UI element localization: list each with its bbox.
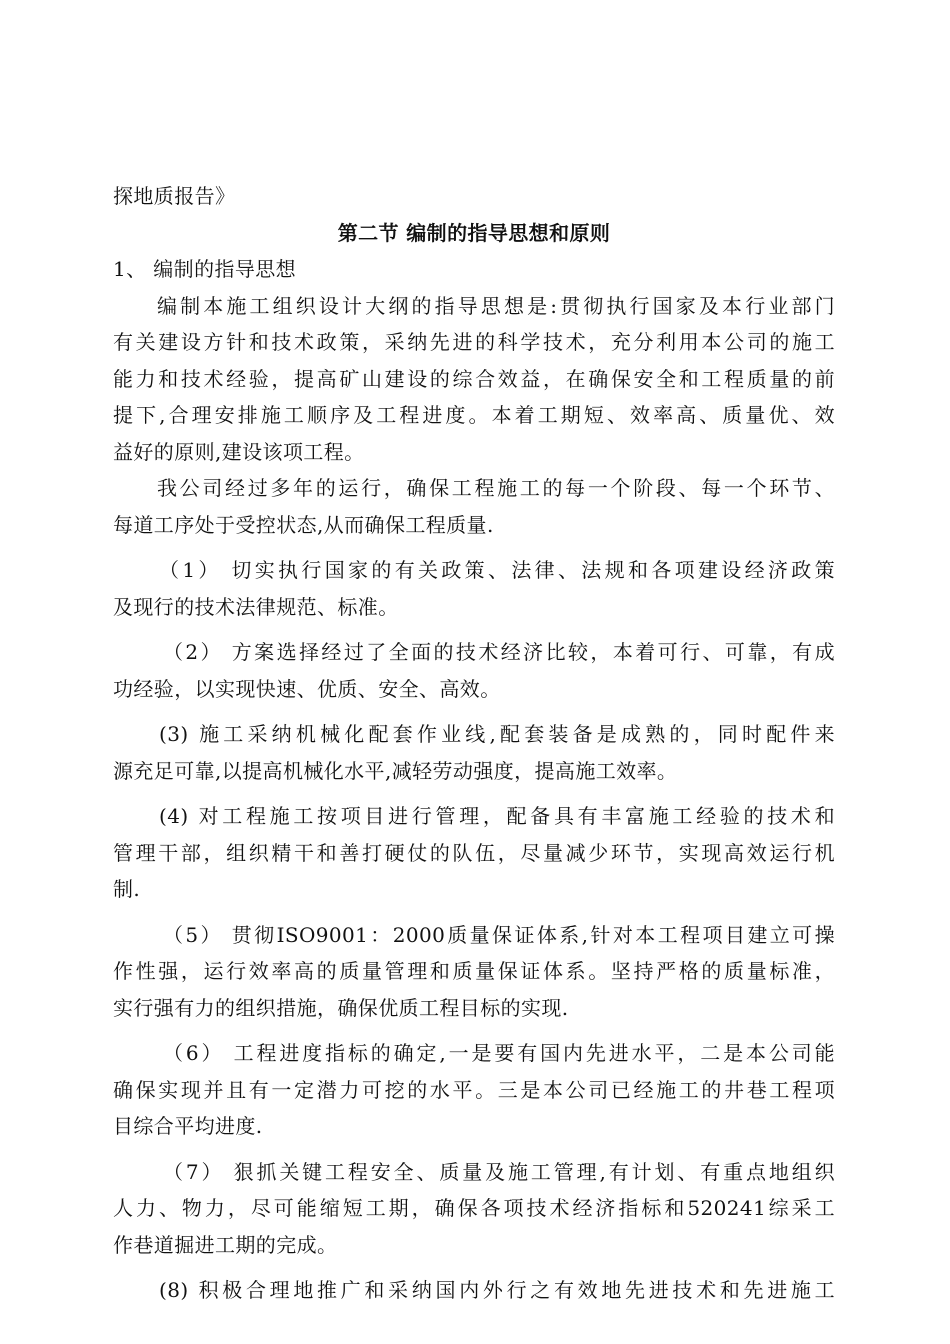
- list-item-line: （6） 工程进度指标的确定,一是要有国内先进水平，二是本公司能: [163, 1041, 835, 1065]
- text-line: 确保实现并且有一定潜力可挖的水平。三是本公司已经施工的井巷工程项: [113, 1077, 835, 1102]
- text-line: 作性强，运行效率高的质量管理和质量保证体系。坚持严格的质量标准，: [113, 959, 835, 983]
- text-line: 管理干部，组织精干和善打硬仗的队伍，尽量减少环节，实现高效运行机: [113, 840, 835, 865]
- list-item-line: （7） 狠抓关键工程安全、质量及施工管理,有计划、有重点地组织: [163, 1159, 835, 1184]
- text-line: 人力、物力，尽可能缩短工期，确保各项技术经济指标和520241综采工: [113, 1196, 835, 1220]
- text-line: 功经验，以实现快速、优质、安全、高效。: [113, 676, 501, 701]
- list-item-line: （5） 贯彻ISO9001：2000质量保证体系,针对本工程项目建立可操: [163, 922, 835, 947]
- text-line: 提下,合理安排施工顺序及工程进度。本着工期短、效率高、质量优、效: [113, 403, 835, 427]
- list-item-line: (4) 对工程施工按项目进行管理，配备具有丰富施工经验的技术和: [159, 804, 835, 828]
- list-item-line: (3) 施工采纳机械化配套作业线,配套装备是成熟的，同时配件来: [159, 722, 835, 746]
- text-line: 作巷道掘进工期的完成。: [113, 1232, 338, 1257]
- list-item-line: (8) 积极合理地推广和采纳国内外行之有效地先进技术和先进施工: [159, 1278, 835, 1302]
- text-line: 益好的原则,建设该项工程。: [113, 439, 365, 464]
- text-line: 目综合平均进度.: [113, 1114, 263, 1138]
- text-line: 能力和技术经验，提高矿山建设的综合效益，在确保安全和工程质量的前: [113, 366, 835, 391]
- text-line: 有关建设方针和技术政策，采纳先进的科学技术，充分利用本公司的施工: [113, 330, 835, 354]
- text-line: 编制本施工组织设计大纲的指导思想是:贯彻执行国家及本行业部门: [157, 293, 835, 318]
- text-line: 源充足可靠,以提高机械化水平,减轻劳动强度，提高施工效率。: [113, 758, 678, 783]
- text-line: 我公司经过多年的运行，确保工程施工的每一个阶段、每一个环节、: [157, 476, 835, 500]
- document-body: [113, 178, 835, 1309]
- subsection-heading: 1、 编制的指导思想: [113, 257, 297, 281]
- text-line: 探地质报告》: [113, 184, 236, 208]
- text-line: 制.: [113, 877, 141, 901]
- list-item-line: （2） 方案选择经过了全面的技术经济比较，本着可行、可靠，有成: [163, 640, 835, 664]
- section-heading: 第二节 编制的指导思想和原则: [337, 220, 611, 245]
- text-line: 每道工序处于受控状态,从而确保工程质量.: [113, 512, 494, 537]
- text-line: 及现行的技术法律规范、标准。: [113, 594, 399, 619]
- list-item-line: （1） 切实执行国家的有关政策、法律、法规和各项建设经济政策: [159, 558, 835, 582]
- text-line: 实行强有力的组织措施，确保优质工程目标的实现.: [113, 995, 569, 1020]
